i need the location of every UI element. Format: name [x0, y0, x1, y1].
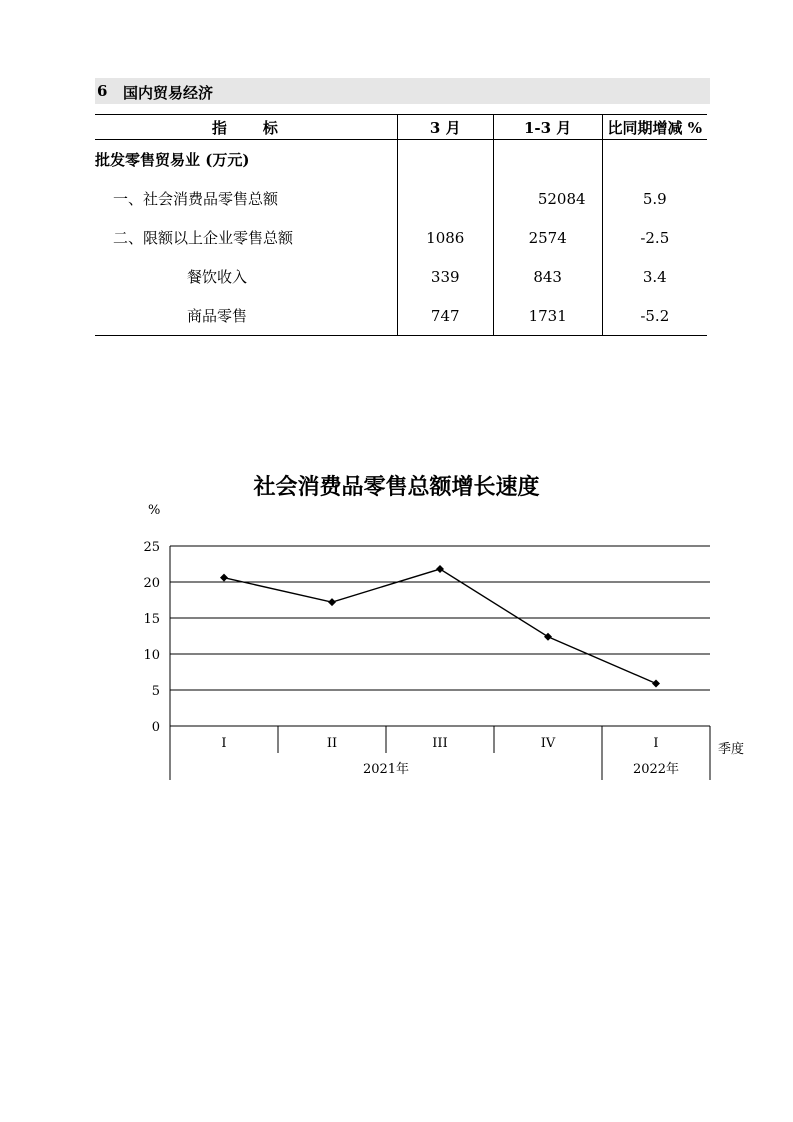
cell-jan-mar: 2574 — [493, 218, 602, 257]
y-tick-label: 10 — [143, 648, 160, 663]
cell-jan-mar: 52084 — [493, 179, 602, 218]
cell-march: 747 — [397, 296, 493, 336]
x-axis-label: 季度 — [718, 742, 745, 757]
header-march: 3 月 — [397, 115, 493, 140]
y-tick-label: 0 — [151, 720, 160, 735]
cell-march: 339 — [397, 257, 493, 296]
x-group-label: 2022年 — [632, 762, 680, 777]
row-label: 一、社会消费品零售总额 — [113, 190, 279, 208]
y-tick-label: 15 — [143, 612, 160, 627]
header-jan-mar: 1-3 月 — [493, 115, 602, 140]
y-axis-label: % — [148, 503, 161, 518]
cell-jan-mar: 1731 — [493, 296, 602, 336]
header-indicator: 指 标 — [95, 115, 397, 140]
cell-change: 3.4 — [602, 257, 707, 296]
x-group-label: 2021年 — [362, 762, 410, 777]
chart-title: 社会消费品零售总额增长速度 — [253, 474, 540, 500]
y-tick-label: 5 — [151, 684, 160, 699]
row-label: 商品零售 — [95, 296, 397, 336]
section-title: 国内贸易经济 — [123, 84, 214, 102]
data-point — [544, 633, 552, 641]
x-tick-label: III — [432, 736, 448, 751]
cell-change: -5.2 — [602, 296, 707, 336]
cell-march: 1086 — [397, 218, 493, 257]
cell-change: 5.9 — [602, 179, 707, 218]
y-tick-label: 25 — [143, 540, 160, 555]
series-line — [224, 569, 656, 683]
row-label: 餐饮收入 — [187, 268, 248, 286]
data-point — [436, 565, 444, 573]
cell-jan-mar: 843 — [493, 257, 602, 296]
data-point — [220, 574, 228, 582]
group-label: 批发零售贸易业 (万元) — [95, 151, 250, 169]
section-number: 6 — [97, 82, 108, 100]
header-change: 比同期增减 % — [602, 115, 707, 140]
x-tick-label: I — [221, 736, 227, 751]
x-tick-label: I — [653, 736, 659, 751]
x-tick-label: II — [326, 736, 338, 751]
data-point — [328, 598, 336, 606]
x-tick-label: IV — [540, 736, 556, 751]
cell-change: -2.5 — [602, 218, 707, 257]
y-tick-label: 20 — [143, 576, 160, 591]
data-point — [652, 680, 660, 688]
row-label: 二、限额以上企业零售总额 — [113, 229, 294, 247]
